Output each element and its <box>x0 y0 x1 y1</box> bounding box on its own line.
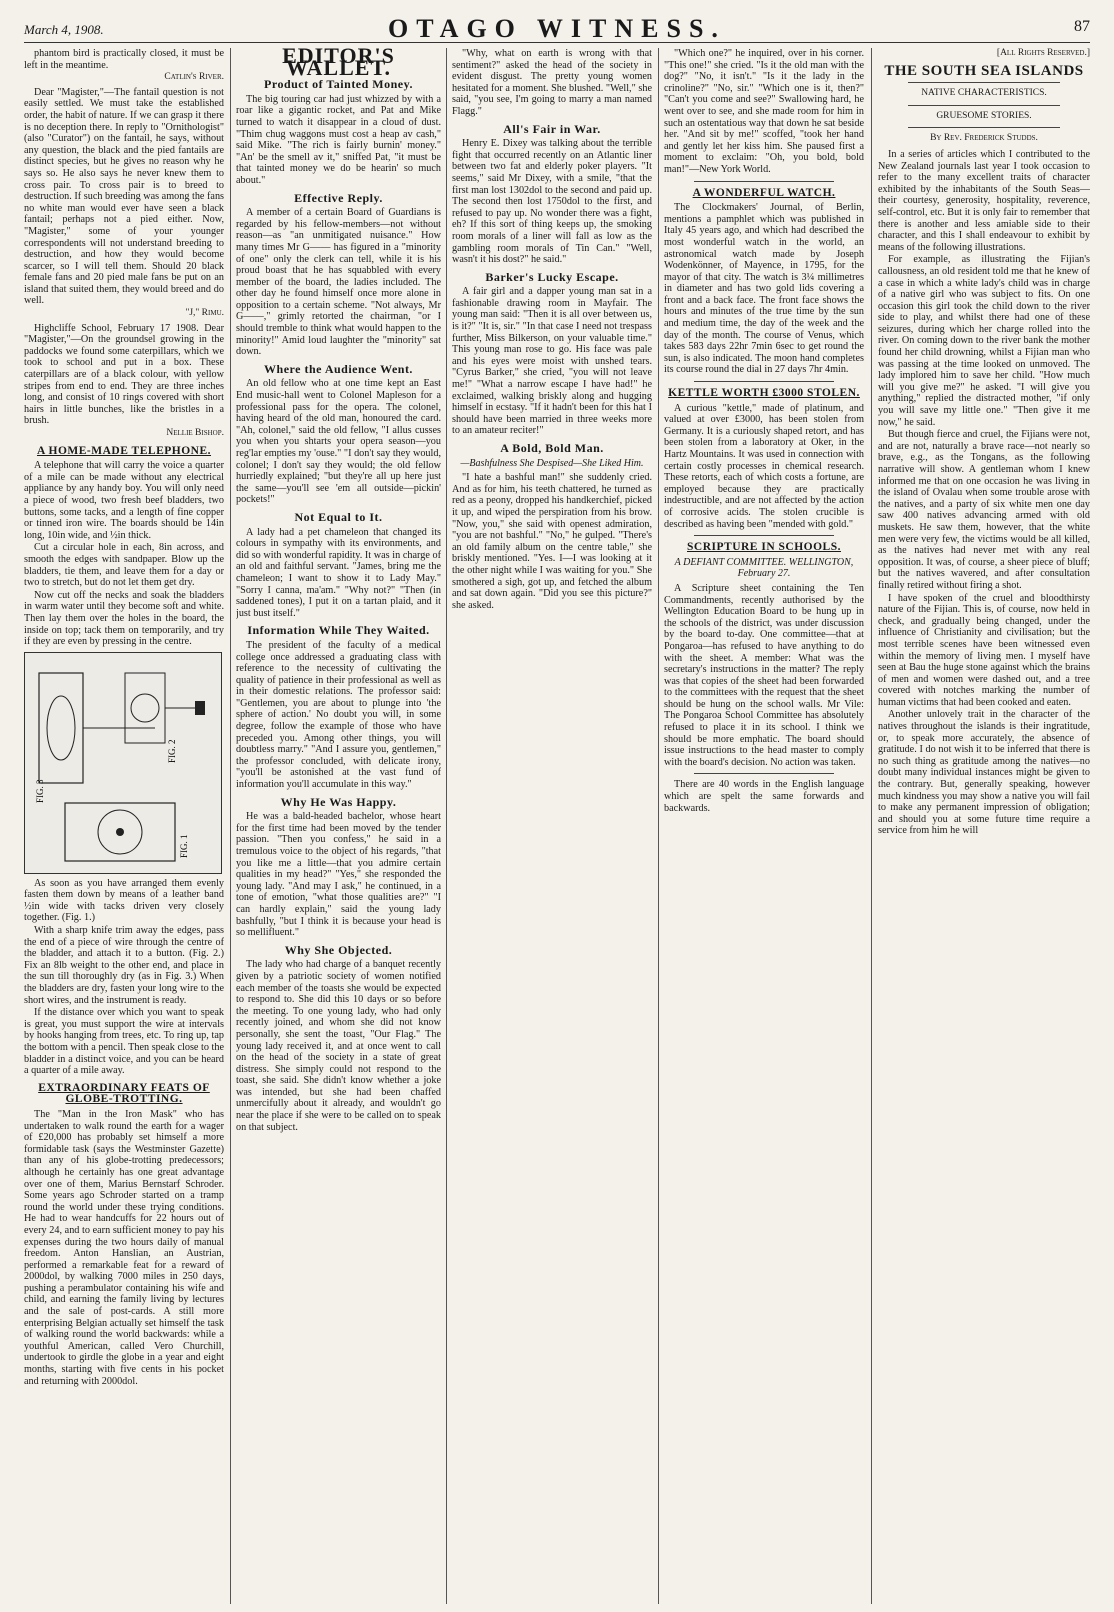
headline: Barker's Lucky Escape. <box>485 269 619 284</box>
divider <box>694 773 834 774</box>
paragraph: phantom bird is practically closed, it must be left in the meantime. <box>24 48 224 71</box>
paragraph: The "Man in the Iron Mask" who has undertaken to walk round the earth for a wager of £20,000 has probably set himself a more formidable task (says the Westminster Gazette) than any of his globe-trotting predecessors; although he certainly has one great advantage over one of them, Marius Bernstarf Schroder. Some years ago Schroder started on a tramp round the world under these trying conditions. He had to wear handcuffs for 22 hours out of every 24, and to earn sufficient money to pay his expenses during the two hours daily of manual freedom. Anton Hanslian, an Austrian, performed a remarkable feat for a reward of 2000dol, by walking 7000 miles in 250 days, pushing a perambulator containing his wife and child, and earning the family living by lectures and the sale of post-cards. A still more enterprising Belgian actually set himself the task of walking round the world backwards: while a youthful American, called Vero Churchill, undertook to girdle the globe in a year and eight months, starting with five cents in his pocket and returning with 2000dol. <box>24 1108 224 1387</box>
headline: Why She Objected. <box>284 942 393 957</box>
paragraph: As soon as you have arranged them evenly fasten them down by means of a leather band ½in wide with tacks driven very closely together. (Fig. 1.) <box>24 877 224 924</box>
article-title: THE SOUTH SEA ISLANDS <box>884 62 1084 79</box>
headline-telephone: A HOME-MADE TELEPHONE. <box>36 444 212 457</box>
subheadline: —Bashfulness She Despised—She Liked Him. <box>460 457 644 469</box>
fig3-label: FIG. 3 <box>35 779 45 803</box>
subheadline: A DEFIANT COMMITTEE. WELLINGTON, February 27. <box>674 556 854 580</box>
fig1-label: FIG. 1 <box>179 834 189 858</box>
page-number: 87 <box>1074 18 1090 35</box>
column-rule <box>871 48 872 1604</box>
subheadline: GRUESOME STORIES. <box>936 110 1032 121</box>
paragraph: Cut a circular hole in each, 8in across, and smooth the edges with sandpaper. Blow up the bladders, tie them, and leave them for a day or two to stretch, but do not let them get dry. <box>24 542 224 589</box>
paragraph: For example, as illustrating the Fijian's callousness, an old resident told me that he knew of a case in which a white lady's child was in charge of a native girl who was subject to fits. On one occasion this girl took the child down to the river side to play, and whilst there had one of these seizures, during which her charge rolled into the river. On coming down to the river bank the mother found her child drowning, whilst a Fijian man who was passing at the time looked on unmoved. The lady implored him to save her child. "How much will you give me?" he asked. "I will give you anything," replied the distracted mother, "if only you will save my little one." "Then give it me now," he said. <box>878 254 1090 428</box>
headline: All's Fair in War. <box>503 121 601 136</box>
column-1 <box>24 48 224 1604</box>
divider <box>694 381 834 382</box>
paragraph: The lady who had charge of a banquet recently given by a patriotic society of women notified each member of the toasts she would be expected to respond to. She did this 10 days or so before the meeting. To one young lady, who had only recently joined, and whom she did not know personally, she sent the toast, "Our Flag." The young lady received it, and at once went to call on the head of the society in a state of great distress. She simply could not respond to the toast, she said. She didn't know whether a joke was intended, but she had been chaffed unmercifully about it already, and wouldn't go near the place if she were to be called on to speak on that subject. <box>236 959 441 1133</box>
divider <box>694 181 834 182</box>
paragraph: A Scripture sheet containing the Ten Commandments, recently authorised by the Wellington Education Board to be hung up in the schools of the district, was under discussion by the board to-day. One committee—that at Pongaroa—has refused to have anything to do with the sheet. A member: What was the secretary's instructions in the matter? The reply was that copies of the sheet had been forwarded to the committees with the request that the sheet should be hung on the school walls. Mr Vile: The Pongaroa School Committee has absolutely refused to place it in its school. I think we should be more emphatic. The board should issue instructions to the head master to comply with the board's decision. No action was taken. <box>664 582 864 768</box>
fig2-label: FIG. 2 <box>167 739 177 763</box>
column-rule <box>658 48 659 1604</box>
paragraph: "I hate a bashful man!" she suddenly cried. And as for him, his teeth chattered, he turned as red as a peony, dropped his handkerchief, picked it up, and wiped the perspiration from his brow. "Now, you," she said with openest admiration, "you are not bashful." "No," he gulped. "There's an old family album on the centre table," she briskly mentioned. "Yes. I—I was looking at it the other night while I was waiting for you." She smothered a sigh, got up, and fetched the album and sat down again. "Did you see this picture?" she asked. <box>452 472 652 611</box>
paragraph: Now cut off the necks and soak the bladders in warm water until they become soft and white. Then lay them over the holes in the board, the inside on top; tack them on temporarily, and try if they are even by pressing in the centre. <box>24 589 224 648</box>
footnote: There are 40 words in the English language which are spelt the same forwards and backwards. <box>664 779 864 814</box>
paragraph: But though fierce and cruel, the Fijians were not, and are not, naturally a brave race—not nearly so brave, e.g., as the Tongans, as the following narrative will show. A gentleman whom I knew informed me that on one occasion he was living in the island of Ovalau when some trouble arose with the natives, and a party of six white men one day saw 400 natives advancing armed with old muskets. He saw them, however, that the white men were very few, the victims would be all killed, as the natives had never met with any real opposition. It was, of course, a sheer piece of bluff; but the natives wavered, and after consultation finally retired without firing a shot. <box>878 429 1090 591</box>
headline: Effective Reply. <box>294 190 383 205</box>
headline: Where the Audience Went. <box>264 361 413 376</box>
paragraph: The big touring car had just whizzed by with a roar like a gigantic rocket, and Pat and Mike turned to watch it disappear in a cloud of dust. "Thim chug waggons must cost a heap av cash," said Mike. "The rich is fairly burnin' money." "An' be the smell av it," sniffed Pat, "it must be that tainted money we do be hearin' so much about." <box>236 93 441 186</box>
paragraph: Another unlovely trait in the character of the natives throughout the islands is their ingratitude, or, to speak more accurately, the absence of gratitude. I do not wish it to be inferred that there is no such thing as gratitude among the natives—no doubt many individual instances might be given to the contrary. But, generally speaking, however much kindness you may show a native you will fail to make any permanent impression of obligation; and should you at some future time require a service from him he will <box>878 709 1090 837</box>
paragraph: "Why, what on earth is wrong with that sentiment?" asked the head of the society in evident disgust. The pretty young women hesitated for a moment. She blushed. "Well," she said, "you see, I'm going to marry a man named Flagg." <box>452 48 652 117</box>
paragraph: In a series of articles which I contributed to the New Zealand journals last year I took occasion to refer to the many excellent traits of character exhibited by the inhabitants of the South Seas—their courtesy, generosity, hospitality, reverence, self-control, etc. But it is only fair to remember that there is another and less amiable side to their character, and this I shall endeavour to exhibit by means of the following illustrations. <box>878 148 1090 253</box>
headline: Not Equal to It. <box>294 509 383 524</box>
headline-globe-trotting: EXTRAORDINARY FEATS OF GLOBE-TROTTING. <box>38 1081 210 1106</box>
telephone-diagram <box>25 653 221 873</box>
byline: By Rev. Frederick Studds. <box>930 133 1038 144</box>
issue-date: March 4, 1908. <box>24 22 104 37</box>
headline: Why He Was Happy. <box>280 794 397 809</box>
paragraph: "Which one?" he inquired, over in his corner. "This one!" she cried. "Is it the old man with the dog?" "No, it isn't." "Is it the lady in the crinoline?" "No, sir." "Which one is it, then?" "Can't you come and see?" Swallowing hard, he went over to see, and she made room for him in such an ostentatious way that down he sat beside her. "And sit by me!" scoffed, "took her hand and gently let her kiss him. She paused first a moment to exclaim: "Oh, you bold, bold man!"—New York World. <box>664 48 864 175</box>
divider <box>908 105 1060 106</box>
divider <box>908 82 1060 83</box>
divider <box>908 127 1060 128</box>
headline: A Bold, Bold Man. <box>500 441 604 455</box>
paragraph: With a sharp knife trim away the edges, pass the end of a piece of wire through the centre of the bladder, and attach it to a button. (Fig. 2.) Fix an 8lb weight to the other end, and place in the sun till thoroughly dry (as in Fig. 3.) When the bladders are dry, fasten your long wire to the short wires, and the instrument is ready. <box>24 925 224 1006</box>
paragraph: Dear "Magister,"—The fantail question is not easily settled. We must take the established order, the habit of nature. If we can grasp it there is no deception there. In reply to "Ornithologist" (also "Curator") on the fantail, he says, without any question, the black and the pied fantails are distinct species, but he gives no reason why he says so. He also says he never knew them to cross pair. To cross pair is to breed to destruction. If such breeding was among the fans no white man would ever have seen a black fantail; perhaps not a pied either. Now, "Magister," some of your younger correspondents will not understand breeding to destruction, and how they would become scarcer, so I will tell them. Should 20 black female fans and 20 pied male fans be put on an island that suited them, they would breed and do well. <box>24 86 224 307</box>
signature: "J," Rimu. <box>185 308 224 319</box>
column-rule <box>446 48 447 1604</box>
paragraph: A lady had a pet chameleon that changed its colours in sympathy with its environments, and did so with wonderful rapidity. It was in charge of an old and faithful servant. "James, bring me the chameleon; I want to show it to Lady May." "Sorry I canna, ma'am." "Why not?" "Then (in saddened tones), I put it on a tartan plaid, and it just bust itself." <box>236 526 441 619</box>
headline: Information While They Waited. <box>247 623 430 638</box>
paragraph: The Clockmakers' Journal, of Berlin, mentions a pamphlet which was published in Italy 45 years ago, and which had described the most wonderful watch in the world, an astronomical watch made by Joseph Wodenkönner, of Mayence, in 1795, for the mayor of that city. The watch is 3¼ millimetres in diameter and has two gold lids covering a front and a back face. The front face shows the hours and minutes of the true time by the sun and medium time, the day of the week and the day of the month. The course of Venus, which takes 583 days 22hr 7min 6sec to get round the sun, is also indicated. The moon hand completes its course round the dial in 27 days 7hr 4min. <box>664 202 864 376</box>
paragraph: A member of a certain Board of Guardians is regarded by his fellow-members—not without reason—as "an unmitigated nuisance." How many times Mr G—— has figured in a "minority of one" only the clerk can tell, while it is his proud boast that he has squabbled with every member of the board, the ladies included. The other day he found himself once more alone in opposition to a certain scheme. "Not always, Mr G——," grimly retorted the chairman, "or I should tremble to think what would happen to the minority!" Amid loud laughter the "minority" sat down. <box>236 207 441 358</box>
signature: Catlin's River. <box>164 72 224 83</box>
paragraph: I have spoken of the cruel and bloodthirsty nature of the Fijian. This is, of course, now held in check, and gradually being changed, under the influence of Christianity and civilisation; but the most terrible scenes have been witnessed even within the memory of living men. I myself have seen at Bau the huge stone against which the brains of men and women were dashed out, and a tree covered with notches marking the number of human victims that had been cooked and eaten. <box>878 592 1090 708</box>
column-4 <box>664 48 864 1604</box>
column-5 <box>878 48 1090 1604</box>
column-3 <box>452 48 652 1604</box>
paragraph: Henry E. Dixey was talking about the terrible fight that occurred recently on an Atlantic liner between two fat and elderly poker players. "It seems," said Mr Dixey, with a smile, "that the first man lost 1302dol to the second and paid up. The second then lost 1750dol to the first, and refused to pay up. No wonder there was a fight, eh? If this sort of thing keeps up, the smoking room morals of a liner will fall as low as the gambling room morals of Tin Can." "Well, wasn't it his dost?" he said." <box>452 138 652 266</box>
headline: Product of Tainted Money. <box>264 77 413 92</box>
paragraph: The president of the faculty of a medical college once addressed a graduating class with reference to the necessity of cultivating the quality of patience in their professional as well as in their domestic relations. The professor said: "Gentlemen, you are about to plunge into 'the sphere of action.' No doubt you will, in some degree, follow the example of those who have preceded you. Among other things, you will doubtless marry." "And I assure you, gentlemen," the professor concluded, with delicate irony, "you'll be astonished at the vast fund of information you'll accumulate in this way." <box>236 639 441 791</box>
signature: Nellie Bishop. <box>166 428 224 438</box>
paragraph: A curious "kettle," made of platinum, and valued at over £3000, has been stolen from Germany. It is a curiously shaped retort, and has been stolen from a laboratory at Oker, in the Hartz Mountains. It was used in connection with certain costly processes in chemical research. These retorts, each of which costs a fortune, are employed because they are practically indestructible, and are not affected by the action of corrosive acids. The stolen crucible is described as having been "mended with gold." <box>664 402 864 530</box>
paragraph: A fair girl and a dapper young man sat in a fashionable drawing room in Mayfair. The young man said: "Then it is all over between us, is it?" "It is, sir." "In that case I need not trespass further, Miss Bilkerson, on your valuable time." This young man rose to go. His face was pale and his eyes were moist with unshed tears. "Cyrus Barker," she cried, "you will not leave me!" "What a narrow escape I have had!" he exclaimed, walking briskly along and hugging himself in ecstasy. "If it hadn't been for this hat I should have been married in three weeks more to an amateur reciter!" <box>452 286 652 437</box>
headline: KETTLE WORTH £3000 STOLEN. <box>668 387 860 400</box>
newspaper-title: OTAGO WITNESS. <box>388 14 726 43</box>
column-2 <box>236 48 441 1604</box>
telephone-figure <box>24 652 222 874</box>
column-rule <box>230 48 231 1604</box>
paragraph: An old fellow who at one time kept an East End music-hall went to Colonel Mapleson for a professional pass for the opera. The colonel, having heard of the old man, honoured the card. "Ah, colonel," said the old fellow, "I allus cusses you when you shtarts your opera season—you reg'lar empties my 'ouse." "I don't say they would, colonel; I don't say they would; the old fellow hurriedly explained; "but they're all up here just the same—you'll see 'em all outside—pickin' pockets!" <box>236 378 441 506</box>
headline: A WONDERFUL WATCH. <box>692 186 836 199</box>
paragraph: A telephone that will carry the voice a quarter of a mile can be made without any electrical appliance by any handy boy. You will only need a piece of wood, two fresh beef bladders, two buttons, some tacks, and a length of fine copper or tinned iron wire. The boards should be 14in long, 10in wide, and ½in thick. <box>24 460 224 541</box>
section-title: EDITOR'S WALLET. <box>282 48 395 80</box>
paragraph: Highcliffe School, February 17 1908. Dear "Magister,"—On the groundsel growing in the paddocks we found some caterpillars, which we took to school and put in a box. These caterpillars are of a black colour, with yellow stripes from end to end. They are three inches long, and consist of 10 rings covered with short hairs in little bunches, like the bristles in a brush. <box>24 322 224 427</box>
subheadline: NATIVE CHARACTERISTICS. <box>921 88 1047 99</box>
divider <box>694 535 834 536</box>
paragraph: If the distance over which you want to speak is great, you must support the wire at intervals by hooks hanging from trees, etc. To ring up, tap the bottom with a pencil. Then speak close to the bladder in a distinct voice, and you can be heard a quarter of a mile away. <box>24 1007 224 1077</box>
rights-notice: [All Rights Reserved.] <box>996 48 1090 58</box>
paragraph: He was a bald-headed bachelor, whose heart for the first time had been moved by the tender passion. "Then you confess," he said in a tremulous voice to the object of his regards, "that you like me a little—that you admire certain qualities in my head?" "Yes," she responded the young lady. "And may I ask," he continued, in a tone of emotion, "what those qualities are?" "I can hardly explain," said the young lady bashfully, "but I think it is because your head is so mellifluent." <box>236 811 441 939</box>
headline: SCRIPTURE IN SCHOOLS. <box>687 541 841 554</box>
masthead <box>24 8 1090 43</box>
